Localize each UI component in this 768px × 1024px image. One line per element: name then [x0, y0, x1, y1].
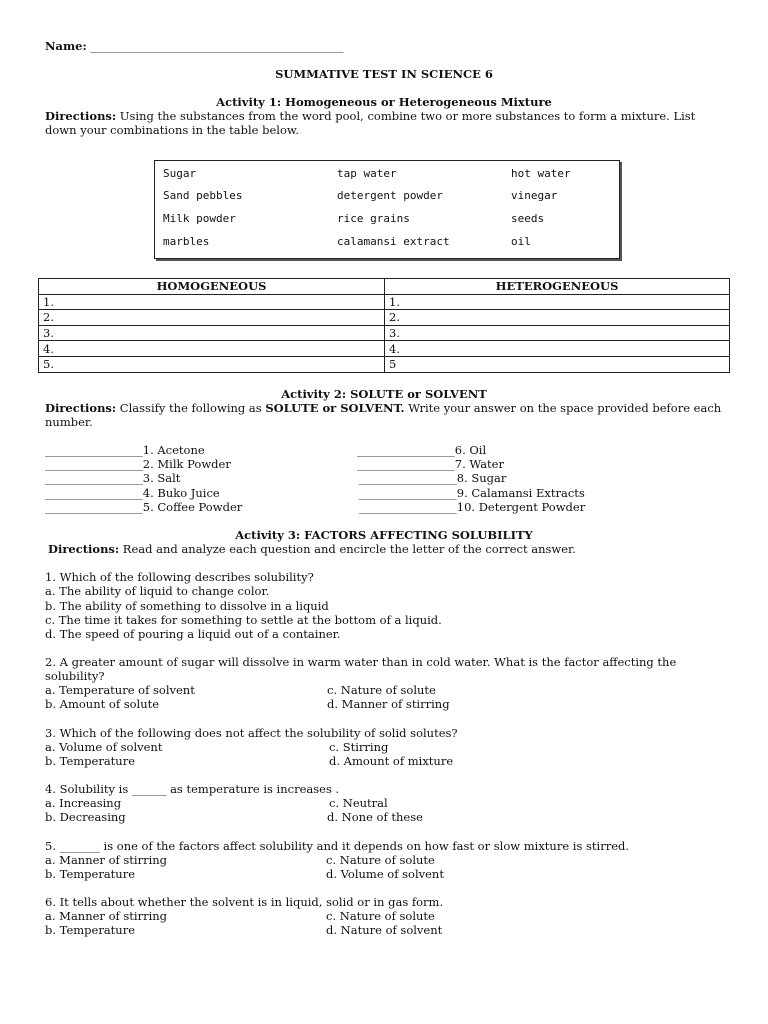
word-pool-item: Milk powder [163, 212, 236, 225]
activity1-directions-line2: down your combinations in the table below. [45, 123, 300, 137]
answer-line-item[interactable]: _________________9. Calamansi Extracts [359, 486, 585, 500]
word-pool-item: tap water [337, 167, 397, 180]
table-row [39, 325, 730, 341]
word-pool-box [154, 160, 620, 259]
activity1-directions [45, 109, 695, 123]
activity2-heading: Activity 2: SOLUTE or SOLVENT [281, 387, 487, 401]
q5-option-b[interactable]: b. Temperature [45, 867, 136, 881]
q1-option-c[interactable]: c. The time it takes for something to settle at the bottom of a liquid. [45, 613, 442, 627]
table-row [39, 294, 730, 310]
activity2-directions [45, 401, 721, 415]
word-pool-item: oil [511, 235, 531, 248]
q1-option-b[interactable]: b. The ability of something to dissolve in a liquid [45, 599, 329, 613]
word-pool-item: Sugar [163, 167, 197, 180]
activity1-heading: Activity 1: Homogeneous or Heterogeneous Mixture [216, 95, 552, 109]
answer-line-item[interactable]: _________________7. Water [357, 457, 504, 471]
homogeneous-answer-cell[interactable]: 2. [39, 310, 385, 326]
heterogeneous-answer-cell[interactable]: 4. [385, 341, 730, 357]
q5-option-d[interactable]: d. Volume of solvent [326, 867, 444, 881]
q6-option-d[interactable]: d. Nature of solvent [326, 923, 443, 937]
name-blank[interactable]: ____________________________________________ [90, 39, 344, 53]
q3-option-a[interactable]: a. Volume of solvent [45, 740, 163, 754]
word-pool-item: calamansi extract [337, 235, 450, 248]
question-5: 5. _______ is one of the factors affect solubility and it depends on how fast or slow mixture is stirred. [45, 839, 630, 853]
q6-option-c[interactable]: c. Nature of solute [326, 909, 435, 923]
directions-text: Classify the following as [116, 401, 266, 415]
directions-text: Write your answer on the space provided before each [404, 401, 722, 415]
table-row [39, 310, 730, 326]
q2-option-c[interactable]: c. Nature of solute [327, 683, 436, 697]
word-pool-item: hot water [511, 167, 571, 180]
activity3-directions [48, 542, 576, 556]
heterogeneous-answer-cell[interactable]: 3. [385, 325, 730, 341]
homogeneous-answer-cell[interactable]: 5. [39, 356, 385, 372]
heterogeneous-answer-cell[interactable]: 2. [385, 310, 730, 326]
answer-line-item[interactable]: _________________1. Acetone [45, 443, 205, 457]
directions-text: Read and analyze each question and encircle the letter of the correct answer. [119, 542, 576, 556]
question-3: 3. Which of the following does not affect the solubility of solid solutes? [45, 726, 458, 740]
q3-option-b[interactable]: b. Temperature [45, 754, 136, 768]
homogeneous-answer-cell[interactable]: 3. [39, 325, 385, 341]
answer-line-item[interactable]: _________________4. Buko Juice [45, 486, 220, 500]
table-row [39, 341, 730, 357]
header-homogeneous: HOMOGENEOUS [39, 279, 385, 295]
answer-line-item[interactable]: _________________3. Salt [45, 471, 181, 485]
word-pool-item: Sand pebbles [163, 189, 243, 202]
q4-option-d[interactable]: d. None of these [327, 810, 423, 824]
homogeneous-answer-cell[interactable]: 4. [39, 341, 385, 357]
q2-option-a[interactable]: a. Temperature of solvent [45, 683, 195, 697]
word-pool-item: detergent powder [337, 189, 443, 202]
word-pool-item: rice grains [337, 212, 410, 225]
answer-line-item[interactable]: _________________10. Detergent Powder [359, 500, 586, 514]
q4-option-b[interactable]: b. Decreasing [45, 810, 126, 824]
test-title: SUMMATIVE TEST IN SCIENCE 6 [275, 67, 493, 81]
q6-option-a[interactable]: a. Manner of stirring [45, 909, 168, 923]
answer-line-item[interactable]: _________________5. Coffee Powder [45, 500, 243, 514]
name-line [45, 39, 343, 53]
question-6: 6. It tells about whether the solvent is in liquid, solid or in gas form. [45, 895, 444, 909]
q2-option-b[interactable]: b. Amount of solute [45, 697, 160, 711]
word-pool-item: vinegar [511, 189, 558, 202]
question-1: 1. Which of the following describes solubility? [45, 570, 314, 584]
header-heterogeneous: HETEROGENEOUS [385, 279, 730, 295]
q4-option-c[interactable]: c. Neutral [329, 796, 388, 810]
word-pool-item: seeds [511, 212, 545, 225]
directions-text: Using the substances from the word pool, combine two or more substances to form a mixture. List [116, 109, 696, 123]
question-2: 2. A greater amount of sugar will dissolve in warm water than in cold water. What is the factor affecting the [45, 655, 677, 669]
directions-label: Directions: [45, 401, 117, 415]
q1-option-a[interactable]: a. The ability of liquid to change color. [45, 584, 270, 598]
directions-label: Directions: [45, 109, 117, 123]
question-2-line2: solubility? [45, 669, 105, 683]
answer-line-item[interactable]: _________________8. Sugar [359, 471, 507, 485]
q1-option-d[interactable]: d. The speed of pouring a liquid out of a container. [45, 627, 341, 641]
heterogeneous-answer-cell[interactable]: 1. [385, 294, 730, 310]
activity3-heading: Activity 3: FACTORS AFFECTING SOLUBILITY [235, 528, 533, 542]
activity2-directions-line2: number. [45, 415, 93, 429]
q5-option-a[interactable]: a. Manner of stirring [45, 853, 168, 867]
q6-option-b[interactable]: b. Temperature [45, 923, 136, 937]
q2-option-d[interactable]: d. Manner of stirring [327, 697, 450, 711]
q4-option-a[interactable]: a. Increasing [45, 796, 122, 810]
directions-emphasis: SOLUTE or SOLVENT. [265, 401, 405, 415]
directions-label: Directions: [48, 542, 120, 556]
answer-line-item[interactable]: _________________2. Milk Powder [45, 457, 231, 471]
q5-option-c[interactable]: c. Nature of solute [326, 853, 435, 867]
question-4: 4. Solubility is ______ as temperature is increases . [45, 782, 340, 796]
q3-option-d[interactable]: d. Amount of mixture [329, 754, 454, 768]
table-row [39, 356, 730, 372]
name-label: Name: [45, 39, 87, 53]
heterogeneous-answer-cell[interactable]: 5 [385, 356, 730, 372]
q3-option-c[interactable]: c. Stirring [329, 740, 389, 754]
mixture-table [38, 278, 730, 373]
answer-line-item[interactable]: _________________6. Oil [357, 443, 487, 457]
word-pool-item: marbles [163, 235, 210, 248]
homogeneous-answer-cell[interactable]: 1. [39, 294, 385, 310]
